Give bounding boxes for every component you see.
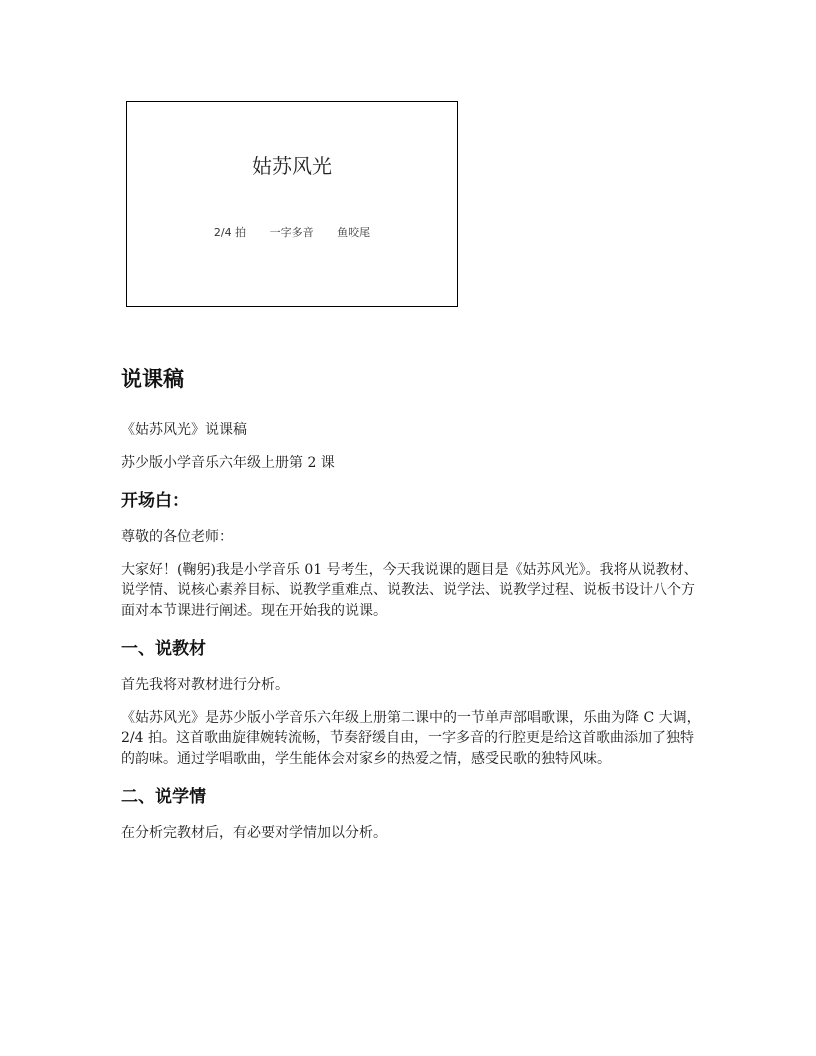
document-title: 说课稿 [121, 367, 184, 391]
slide-thumbnail [126, 101, 458, 307]
section-heading-students: 二、说学情 [121, 787, 206, 807]
textbook-paragraph-2: 《姑苏风光》是苏少版小学音乐六年级上册第二课中的一节单声部唱歌课，乐曲为降 C 大调，2/4 拍。这首歌曲旋律婉转流畅，节奏舒缓自由，一字多音的行腔更是给这首歌曲添加了独特的韵味。通过学唱歌曲，学生能体会对家乡的热爱之情，感受民歌的独特风味。 [121, 709, 701, 767]
students-paragraph-1: 在分析完教材后，有必要对学情加以分析。 [121, 825, 387, 841]
opening-greeting: 尊敬的各位老师： [121, 529, 233, 545]
section-heading-textbook: 一、说教材 [121, 639, 206, 659]
opening-intro: 大家好！(鞠躬)我是小学音乐 01 号考生，今天我说课的题目是《姑苏风光》。我将从说教材、说学情、说核心素养目标、说教学重难点、说教法、说学法、说教学过程、说板书设计八个方面对本节课进行阐述。现在开始我的说课。 [121, 561, 698, 619]
slide-tag-fish-bite-tail: 鱼咬尾 [337, 226, 371, 239]
document-subtitle: 《姑苏风光》说课稿 [121, 422, 247, 438]
textbook-paragraph-1: 首先我将对教材进行分析。 [121, 677, 289, 693]
slide-tag-meter: 2/4 拍 [213, 226, 247, 239]
document-body [121, 360, 701, 856]
slide-title: 姑苏风光 [252, 154, 332, 178]
slide-tag-melisma: 一字多音 [269, 226, 314, 239]
slide-tags [127, 224, 457, 240]
section-heading-opening: 开场白： [121, 491, 189, 511]
document-edition: 苏少版小学音乐六年级上册第 2 课 [121, 454, 335, 471]
